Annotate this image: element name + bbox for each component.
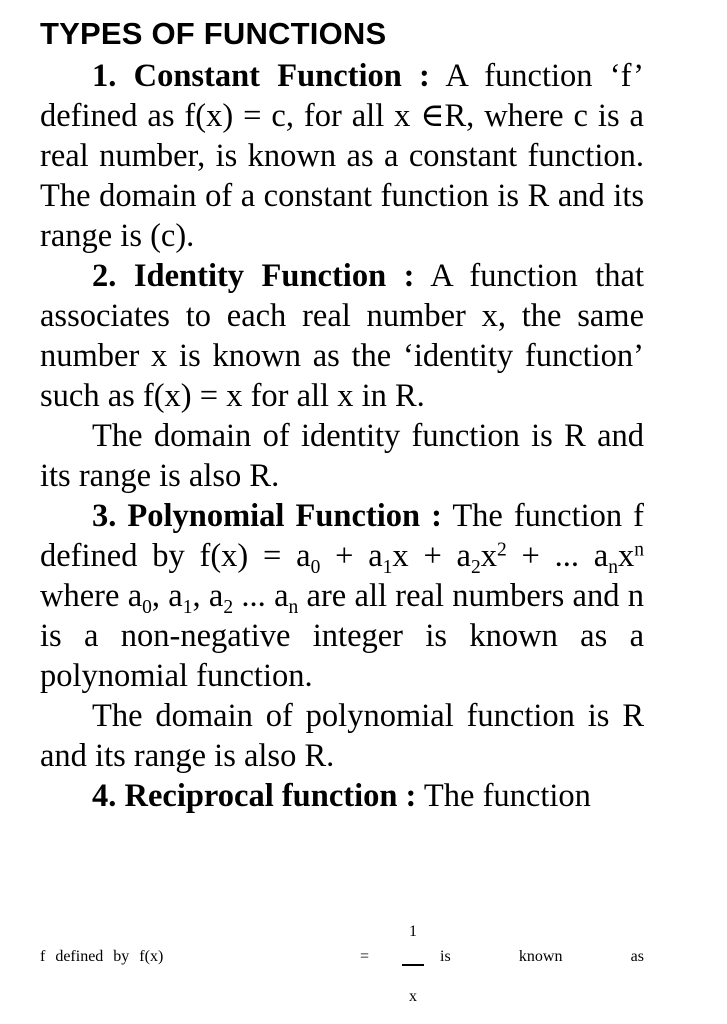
formula-equals: =	[360, 948, 370, 965]
subscript-2: 2	[470, 556, 481, 578]
polynomial-text-6: x	[617, 538, 635, 574]
subscript-0b: 0	[142, 596, 152, 618]
subscript-nb: n	[288, 596, 299, 618]
polynomial-text-10: ... a	[233, 578, 289, 614]
page-heading: TYPES OF FUNCTIONS	[40, 16, 387, 51]
polynomial-text-4: x	[480, 538, 497, 574]
document-page	[40, 12, 644, 816]
fraction-denominator: x	[409, 988, 417, 1005]
identity-domain-text: The domain of identity function is R and its range is also R.	[40, 418, 644, 494]
identity-function-text: A function that associates to each real number x, the same number x is known as the ‘identity function’ such as f(x) = x for all x in R.	[40, 258, 644, 414]
subscript-n: n	[608, 556, 618, 578]
superscript-n: n	[634, 539, 644, 561]
section-identity-function	[40, 256, 644, 416]
section-reciprocal-function	[40, 776, 644, 816]
polynomial-text-9: , a	[192, 578, 224, 614]
reciprocal-function-label: 4. Reciprocal function :	[92, 778, 417, 814]
polynomial-text-7: where a	[40, 578, 143, 614]
fraction-bar	[402, 964, 424, 966]
constant-function-text: A function ‘f’ defined as f(x) = c, for all x ∈R, where c is a real number, is known as a constant function. The domain of a constant function is R and its range is (c).	[40, 58, 645, 254]
reciprocal-formula-line	[40, 912, 644, 1022]
subscript-2b: 2	[223, 596, 234, 618]
constant-function-label: 1. Constant Function :	[92, 58, 430, 94]
reciprocal-function-text: The function	[416, 778, 591, 814]
section-constant-function	[40, 56, 644, 256]
polynomial-domain-text: The domain of polynomial function is R and its range is also R.	[40, 698, 644, 774]
fraction	[398, 912, 428, 1014]
polynomial-text-2: + a	[320, 538, 383, 574]
subscript-1: 1	[382, 556, 393, 578]
identity-function-label: 2. Identity Function :	[92, 258, 415, 294]
polynomial-text-5: + ... a	[506, 538, 609, 574]
formula-rhs: is known as	[440, 948, 644, 965]
polynomial-text-8: , a	[151, 578, 183, 614]
polynomial-text-1: The function f defined by f(x) = a	[40, 498, 644, 574]
polynomial-text-3: x + a	[392, 538, 471, 574]
subscript-0: 0	[310, 556, 321, 578]
formula-lhs: f defined by f(x)	[40, 948, 164, 965]
polynomial-function-label: 3. Polynomial Function :	[92, 498, 442, 534]
subscript-1b: 1	[182, 596, 193, 618]
section-polynomial-function	[40, 496, 644, 696]
fraction-numerator: 1	[409, 923, 417, 940]
superscript-2: 2	[496, 539, 507, 561]
polynomial-text-11: are all real numbers and n is a non-negative integer is known as a polynomial function.	[40, 578, 644, 694]
